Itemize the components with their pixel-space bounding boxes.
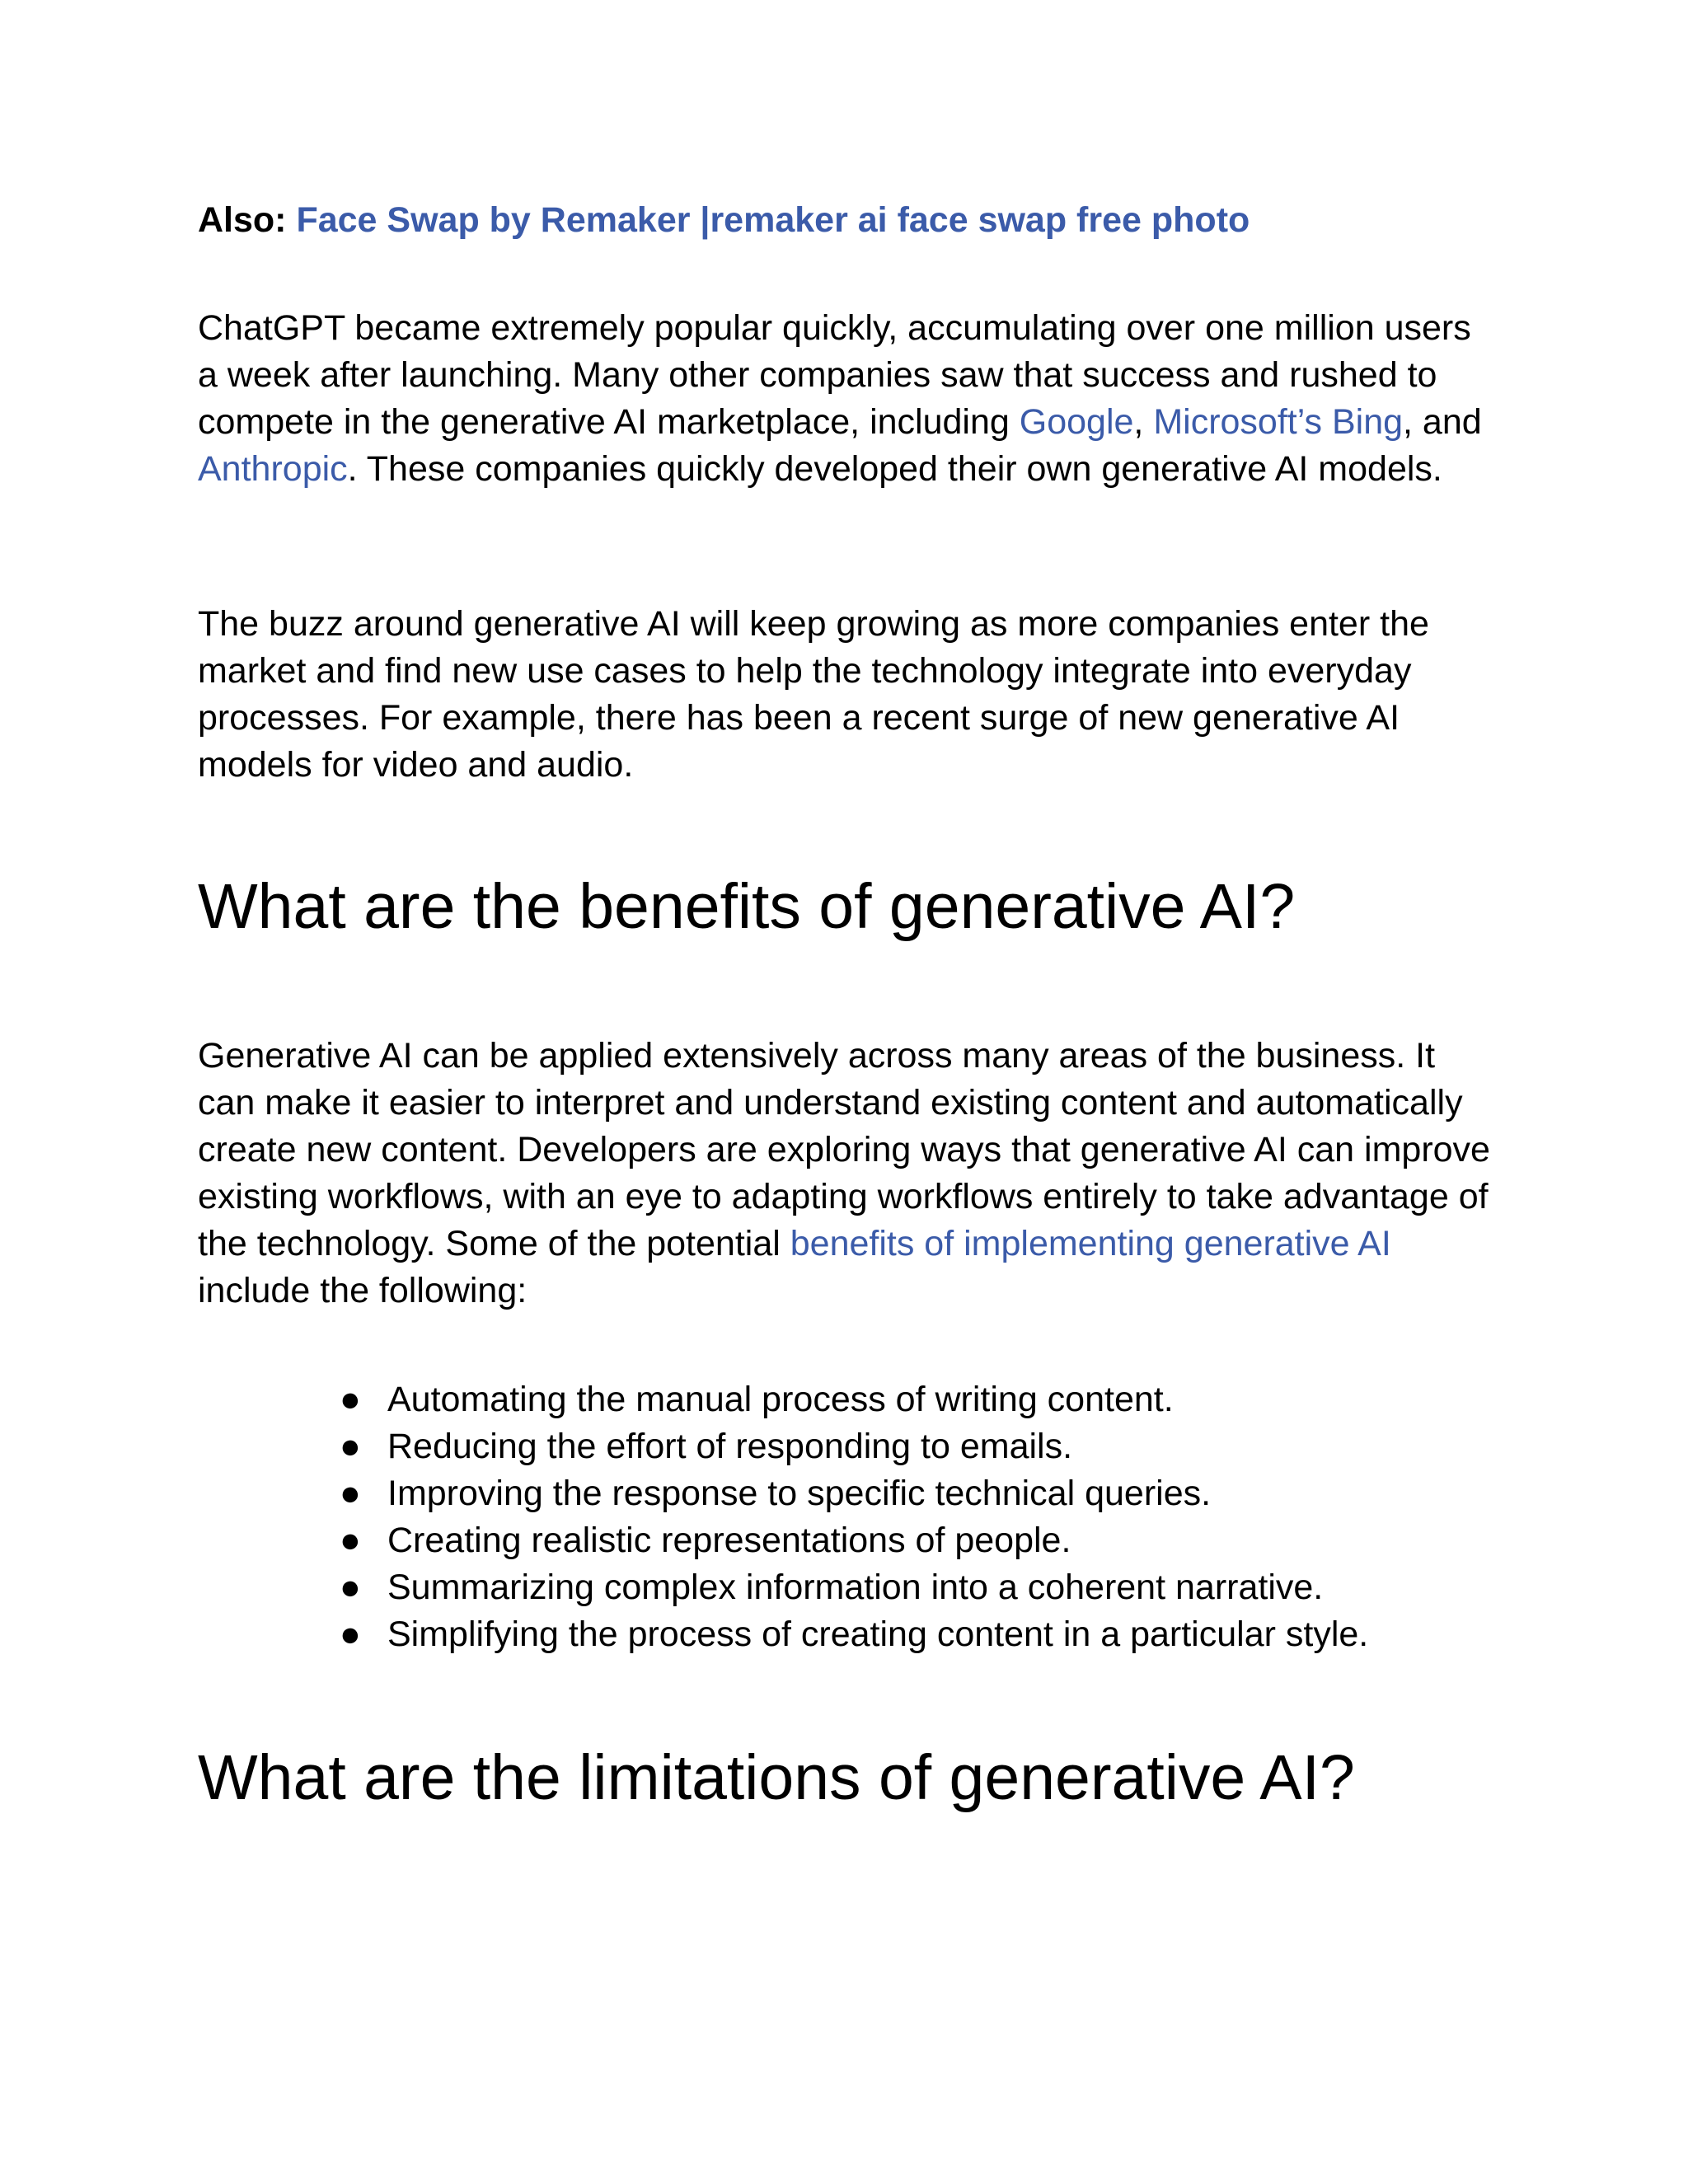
paragraph-chatgpt-popularity <box>198 305 1500 493</box>
list-item-text: Reducing the effort of responding to emails. <box>387 1427 1073 1466</box>
also-line <box>198 198 1250 242</box>
list-item-text: Simplifying the process of creating content in a particular style. <box>387 1615 1369 1654</box>
benefits-of-implementing-link[interactable]: benefits of implementing generative AI <box>790 1224 1391 1263</box>
list-item-text: Creating realistic representations of people. <box>387 1521 1071 1560</box>
heading-limitations: What are the limitations of generative AI? <box>198 1742 1355 1813</box>
microsoft-bing-link[interactable]: Microsoft’s Bing <box>1153 402 1404 442</box>
list-item <box>340 1517 1368 1564</box>
bullet-icon: ● <box>340 1474 361 1513</box>
heading-benefits: What are the benefits of generative AI? <box>198 871 1296 942</box>
paragraph-text: Generative AI can be applied extensively across many areas of the business. It can make it easier to interpret and understand existing content and automatically create new content. Developers are exploring ways that generative AI can improve existing workflows, with an eye to adapting workflows entirely to take advantage of the technology. Some of the potential <box>198 1036 1490 1263</box>
list-item-text: Summarizing complex information into a coherent narrative. <box>387 1568 1324 1607</box>
paragraph-text: ChatGPT became extremely popular quickly, accumulating over one million users a week after launching. Many other companies saw that success and rushed to compete in the generative AI marketplace, including <box>198 308 1471 442</box>
separator-text: , and <box>1403 402 1482 442</box>
also-label: Also: <box>198 200 287 240</box>
list-item-text: Automating the manual process of writing content. <box>387 1380 1174 1419</box>
list-item <box>340 1376 1368 1423</box>
list-item <box>340 1423 1368 1470</box>
list-item <box>340 1564 1368 1611</box>
bullet-icon: ● <box>340 1521 361 1560</box>
paragraph-text: include the following: <box>198 1271 528 1310</box>
face-swap-link[interactable]: Face Swap by Remaker |remaker ai face swap free photo <box>296 200 1250 240</box>
bullet-icon: ● <box>340 1380 361 1419</box>
list-item <box>340 1611 1368 1658</box>
paragraph-benefits-intro <box>198 1033 1500 1315</box>
benefits-list <box>340 1376 1368 1658</box>
bullet-icon: ● <box>340 1427 361 1466</box>
bullet-icon: ● <box>340 1568 361 1607</box>
separator-text: , <box>1133 402 1154 442</box>
anthropic-link[interactable]: Anthropic <box>198 449 348 489</box>
bullet-icon: ● <box>340 1615 361 1654</box>
paragraph-generative-ai-buzz: The buzz around generative AI will keep growing as more companies enter the market and find new use cases to help the technology integrate into everyday processes. For example, there has been a recent surge of new generative AI models for video and audio. <box>198 604 1429 785</box>
list-item <box>340 1470 1368 1517</box>
google-link[interactable]: Google <box>1019 402 1134 442</box>
paragraph-text: . These companies quickly developed their own generative AI models. <box>347 449 1442 489</box>
list-item-text: Improving the response to specific technical queries. <box>387 1474 1212 1513</box>
